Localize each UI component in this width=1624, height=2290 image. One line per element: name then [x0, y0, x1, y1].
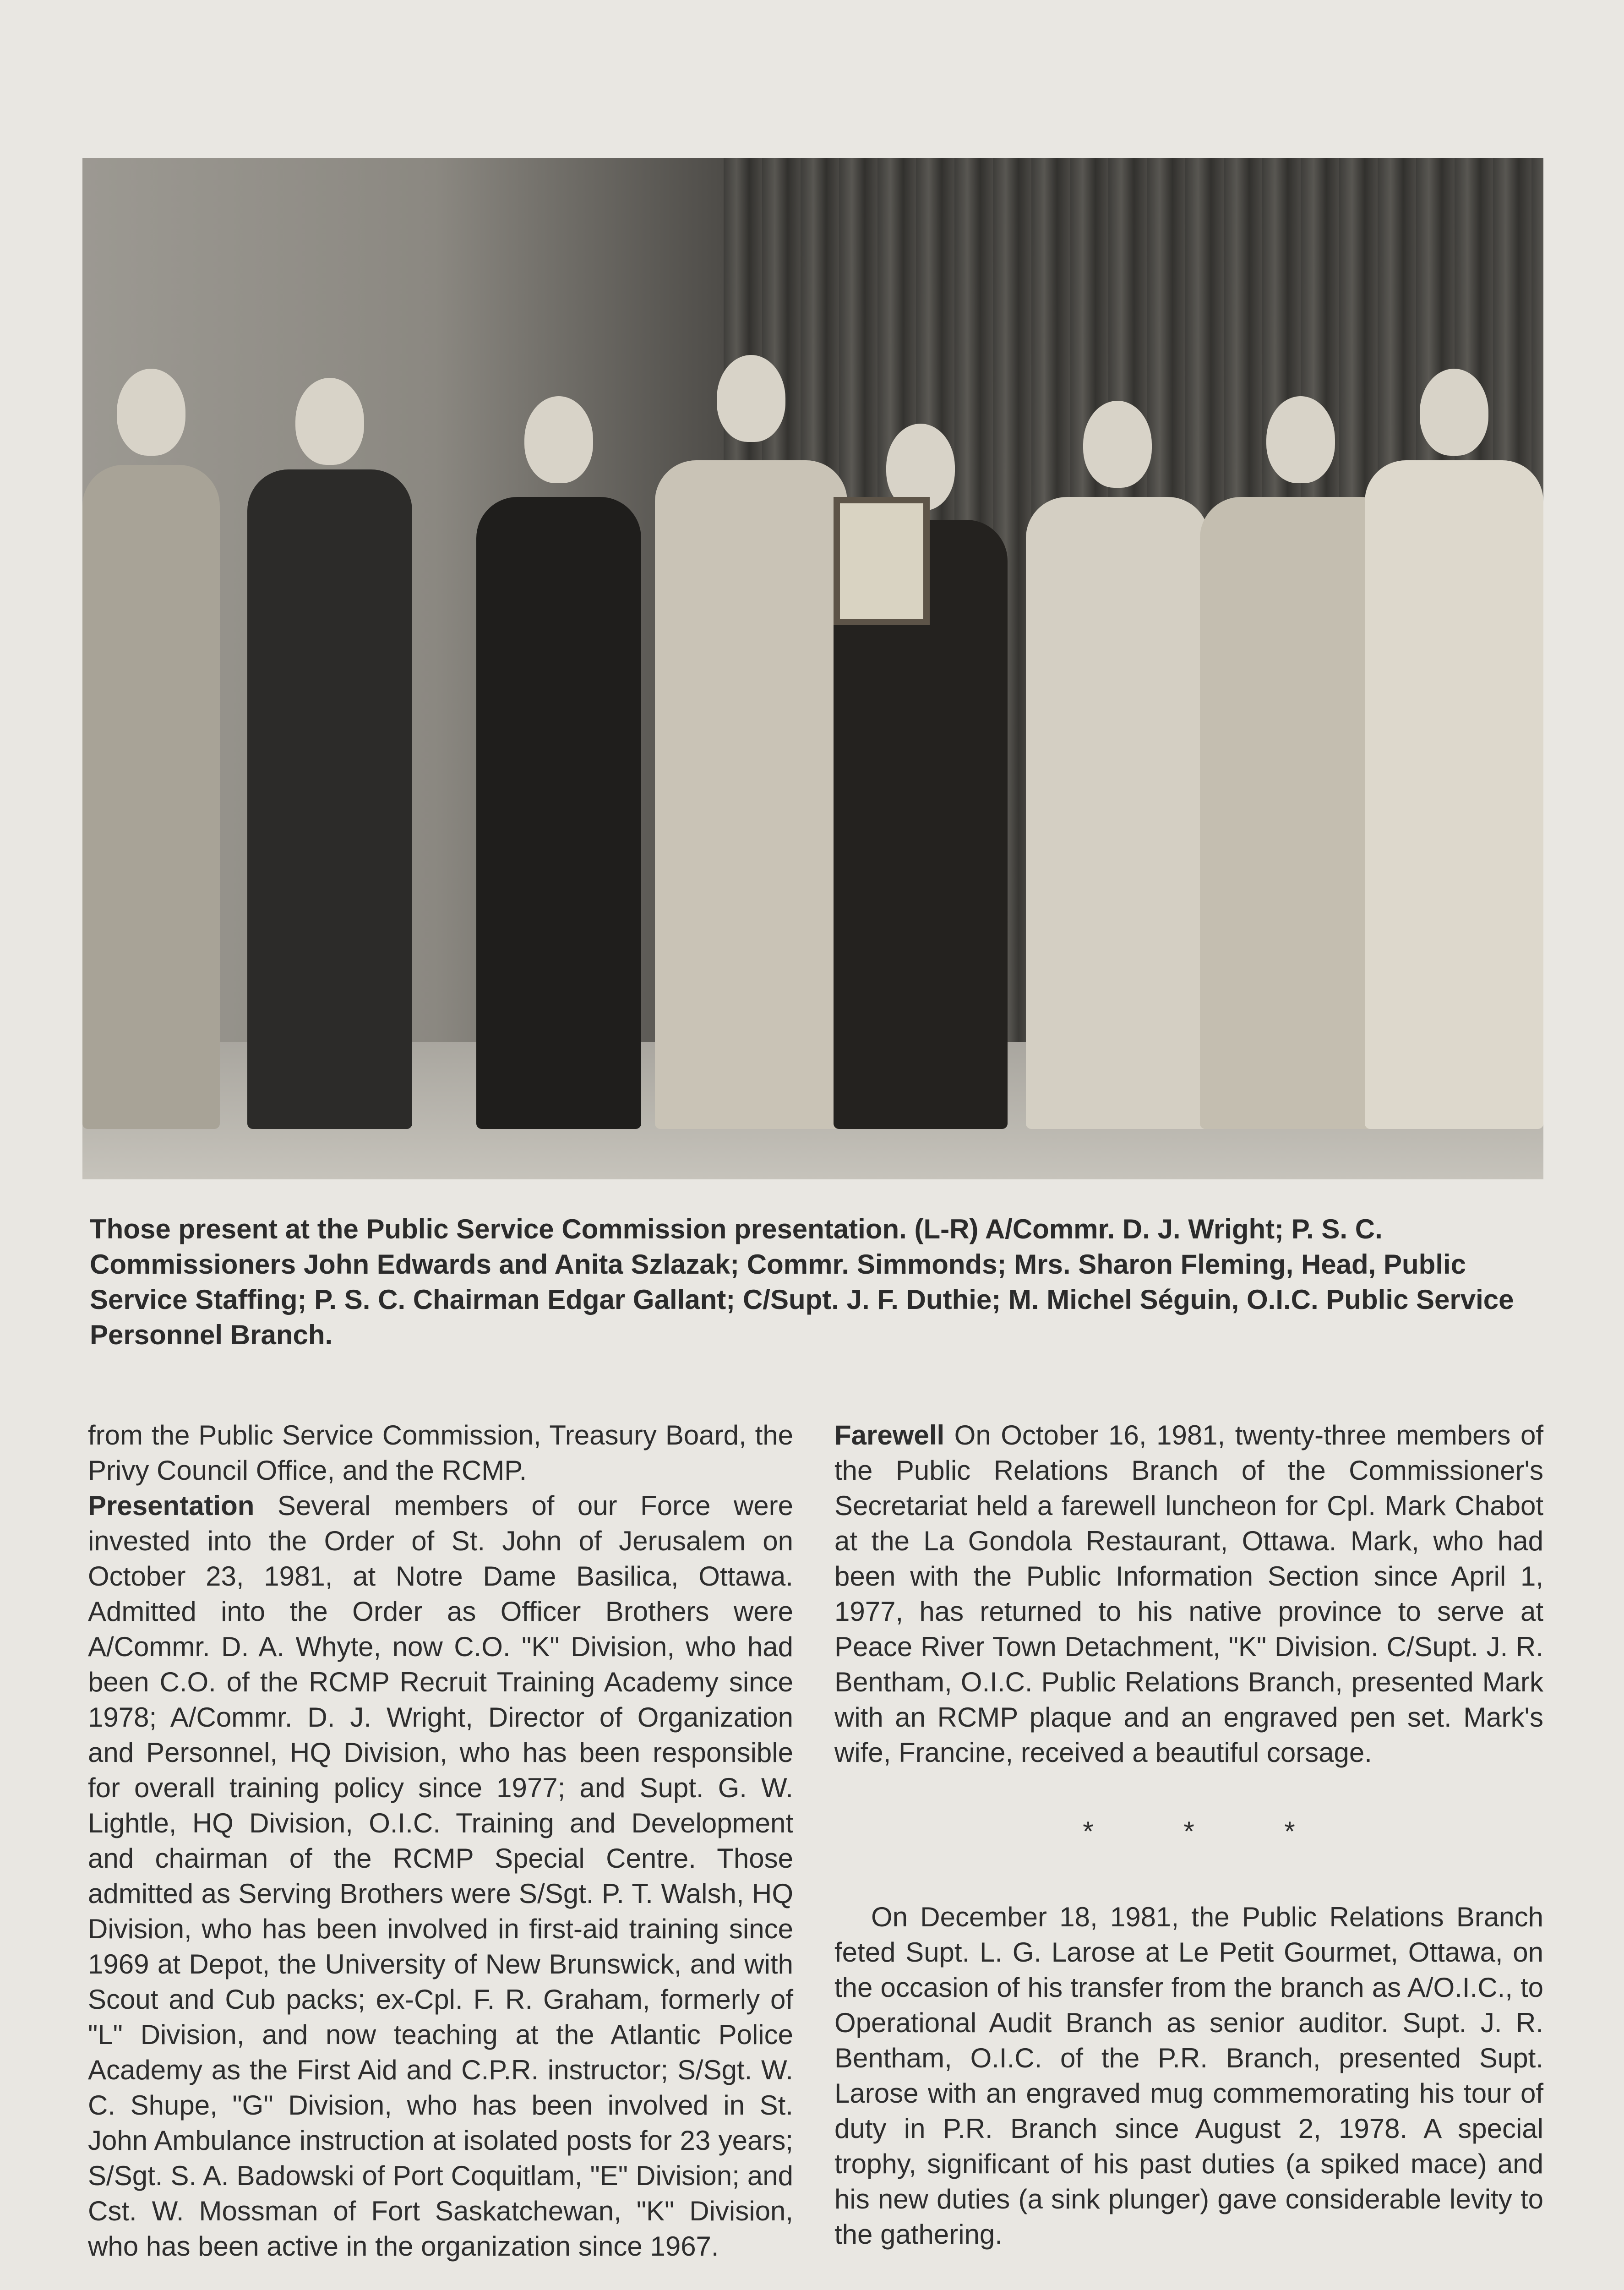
- person-3: [476, 378, 641, 1129]
- person-1: [82, 327, 220, 1129]
- plaque: [834, 497, 930, 625]
- presentation-heading: Presentation: [88, 1490, 255, 1521]
- presentation-text: Several members of our Force were invested into the Order of St. John of Jerusalem on October 23, 1981, at Notre Dame Basilica, Ottawa. Admitted into the Order as Officer Brothers were A/Commr. D. A. Whyte, now C.O. "K" Division, who had been C.O. of the RCMP Recruit Training Academy since 1978; A/Commr. D. J. Wright, Director of Organization and Personnel, HQ Division, who has been responsible for overall training policy since 1977; and Supt. G. W. Lightle, HQ Division, O.I.C. Training and Development and chairman of the RCMP Special Centre. Those admitted as Serving Brothers were S/Sgt. P. T. Walsh, HQ Division, who has been involved in first-aid training since 1969 at Depot, the University of New Brunswick, and with Scout and Cub packs; ex-Cpl. F. R. Graham, formerly of "L" Division, and now teaching at the Atlantic Police Academy as the First Aid and C.P.R. instructor; S/Sgt. W. C. Shupe, "G" Division, who has been involved in St. John Ambulance instruction at isolated posts for 23 years; S/Sgt. S. A. Badowski of Port Coquitlam, "E" Division; and Cst. W. Mossman of Fort Saskatchewan, "K" Division, who has been active in the organization since 1967.: [88, 1490, 793, 2262]
- photo-caption: Those present at the Public Service Commission presentation. (L-R) A/Commr. D. J. Wright; P. S. C. Commissioners John Edwards and Anita Szlazak; Commr. Simmonds; Mrs. Sharon Fleming, Head, Public Service Staffing; P. S. C. Chairman Edgar Gallant; C/Supt. J. F. Duthie; M. Michel Séguin, O.I.C. Public Service Personnel Branch.: [90, 1214, 1514, 1350]
- group-photo: [82, 158, 1543, 1179]
- person-4: [655, 341, 847, 1129]
- farewell-heading: Farewell: [834, 1420, 945, 1450]
- farewell-text: On October 16, 1981, twenty-three members of the Public Relations Branch of the Commissioner's Secretariat held a farewell luncheon for Cpl. Mark Chabot at the La Gondola Restaurant, Ottawa. Mark, who had been with the Public Information Section since April 1, 1977, has returned to his native province to serve at Peace River Town Detachment, "K" Division. C/Supt. J. R. Bentham, O.I.C. Public Relations Branch, presented Mark with an RCMP plaque and an engraved pen set. Mark's wife, Francine, received a beautiful corsage.: [834, 1420, 1544, 1768]
- person-6: [1026, 373, 1209, 1129]
- person-2: [247, 350, 412, 1129]
- presentation-paragraph: [88, 1488, 793, 2264]
- section-separator: * * *: [1083, 1816, 1336, 1847]
- left-column: [88, 1418, 793, 2264]
- larose-paragraph: On December 18, 1981, the Public Relations Branch feted Supt. L. G. Larose at Le Petit Gourmet, Ottawa, on the occasion of his transfer from the branch as A/O.I.C., to Operational Audit Branch as senior auditor. Supt. J. R. Bentham, O.I.C. of the P.R. Branch, presented Supt. Larose with an engraved mug commemorating his tour of duty in P.R. Branch since August 2, 1978. A special trophy, significant of his past duties (a spiked mace) and his new duties (a sink plunger) gave considerable levity to the gathering.: [834, 1902, 1543, 2250]
- farewell-paragraph: [834, 1418, 1543, 1770]
- intro-paragraph: from the Public Service Commission, Treasury Board, the Privy Council Office, and the RCMP.: [88, 1420, 793, 1486]
- person-8: [1365, 341, 1543, 1129]
- right-column: [834, 1418, 1543, 2252]
